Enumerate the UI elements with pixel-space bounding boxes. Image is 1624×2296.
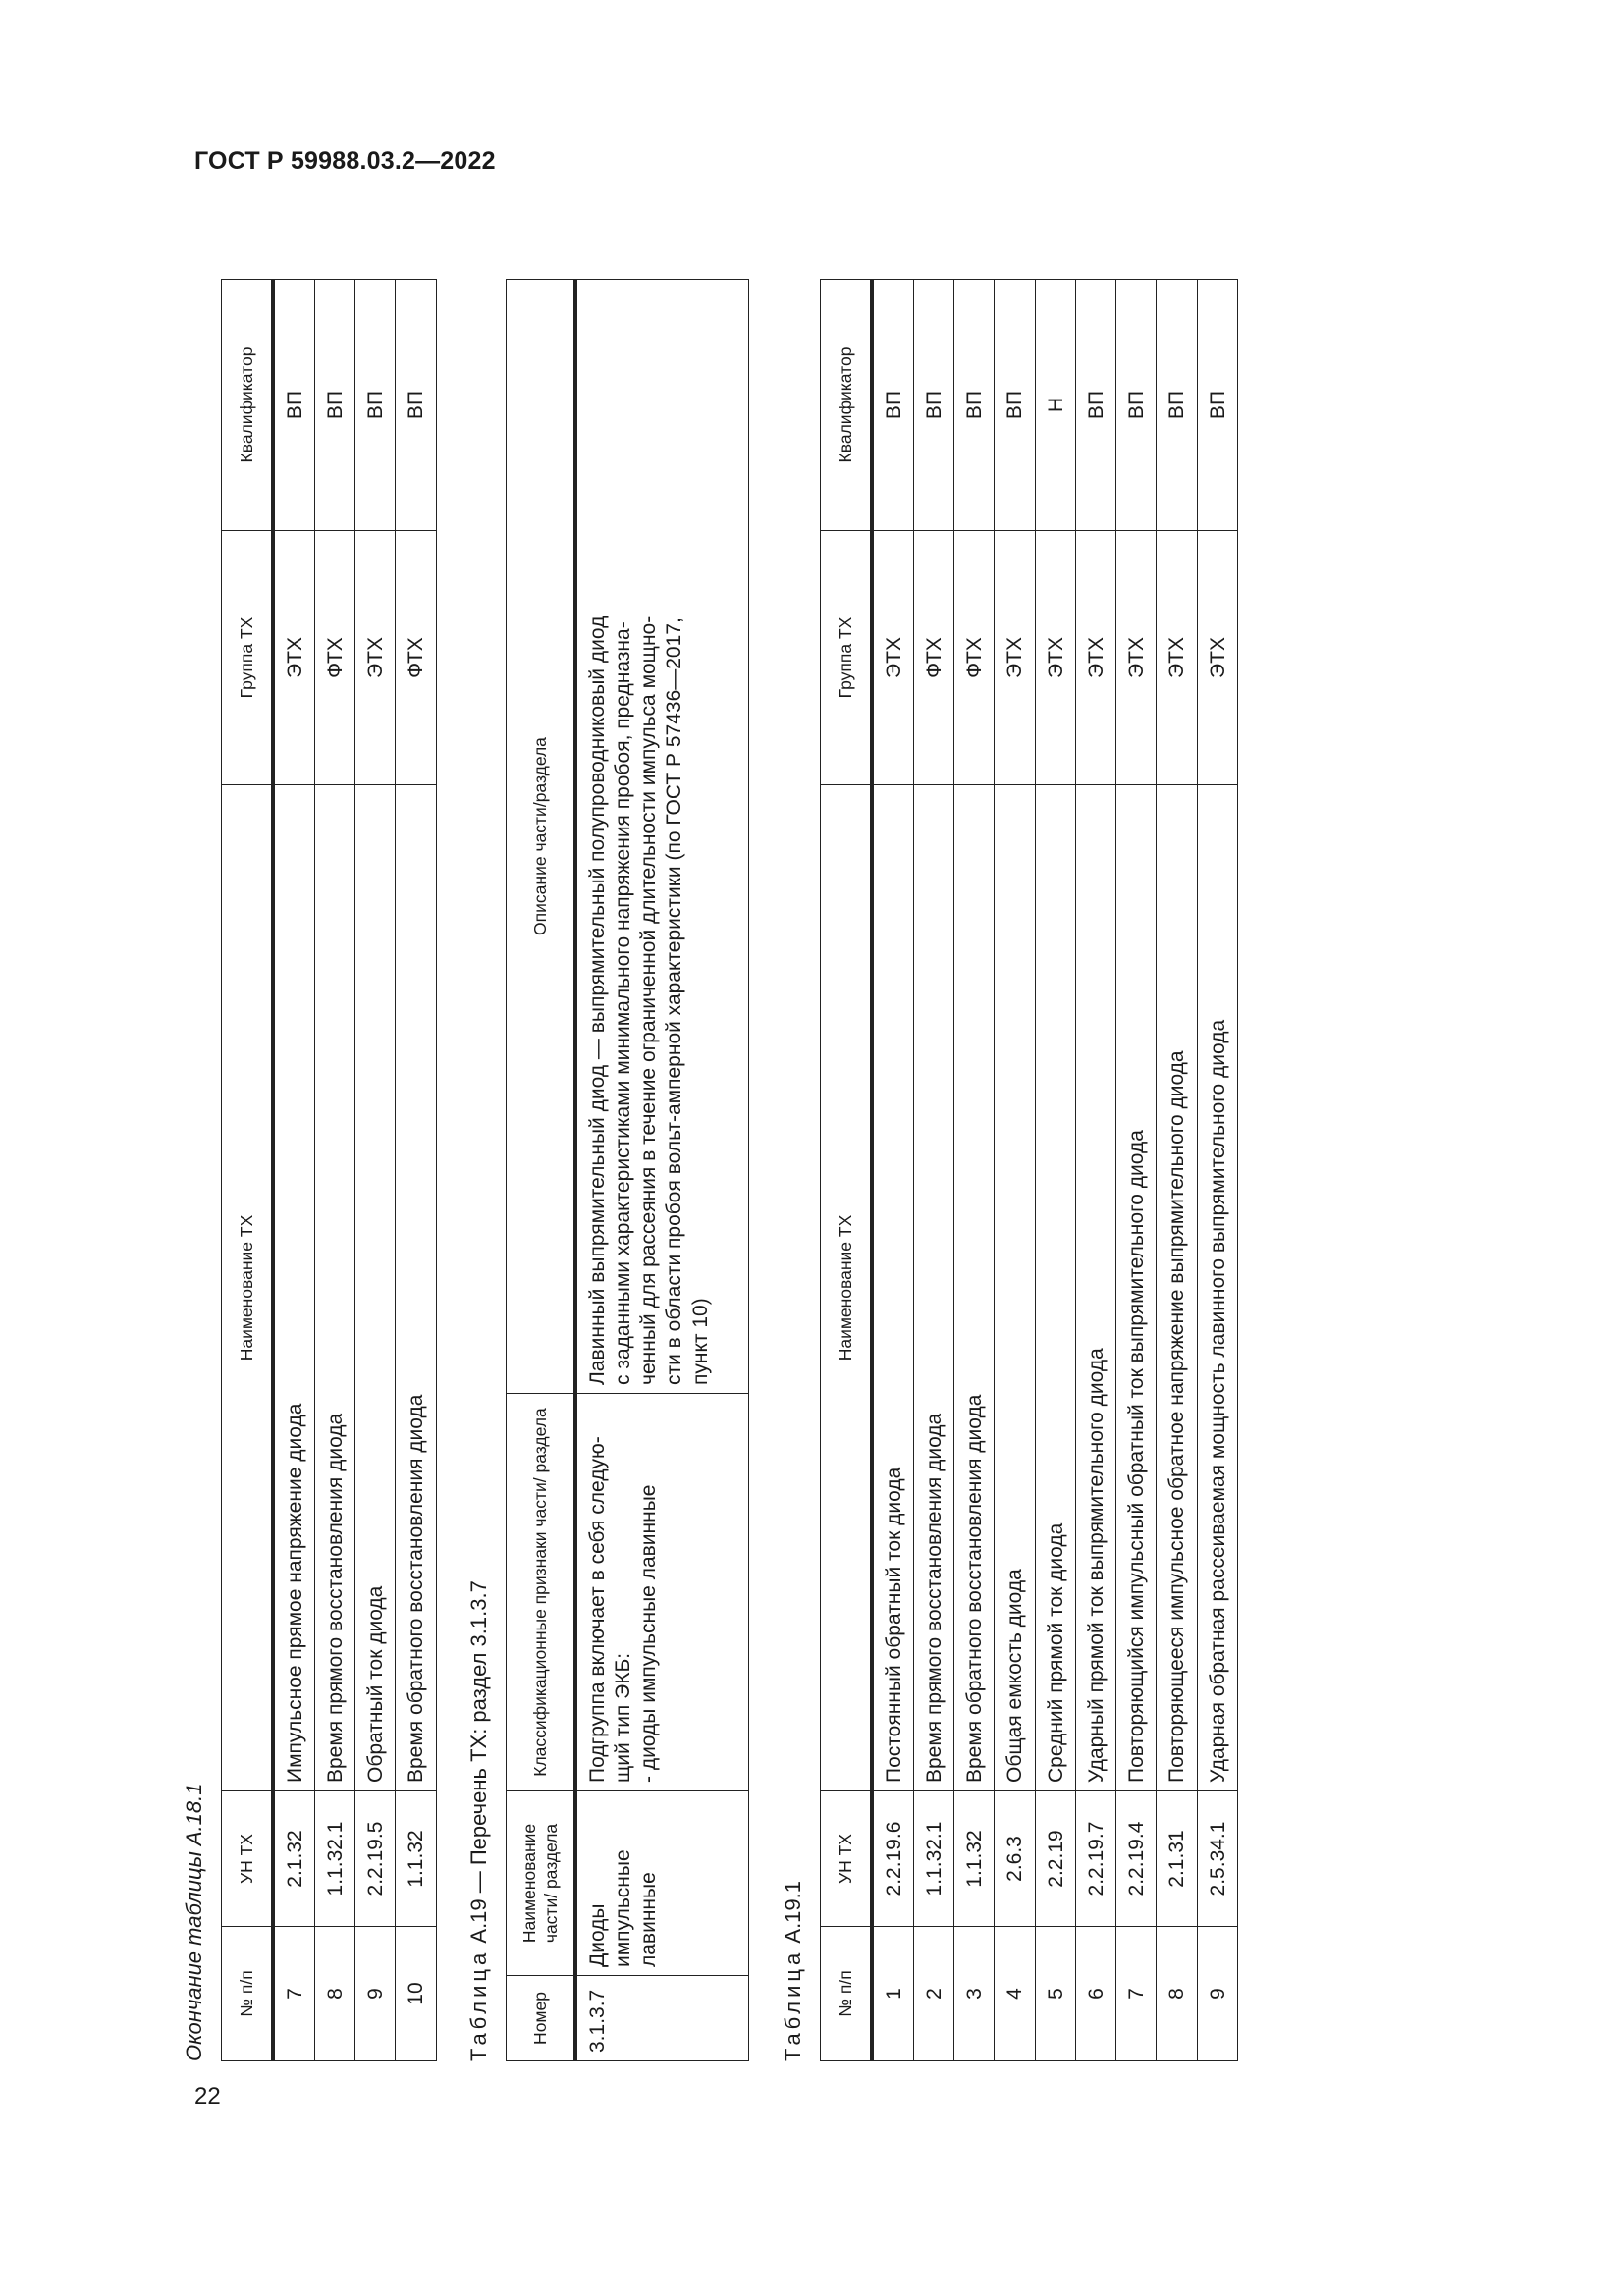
table-a19-1 bbox=[820, 279, 1238, 2061]
cell-qualifier: ВП bbox=[872, 280, 914, 531]
cell-group: ЭТХ bbox=[1116, 531, 1157, 785]
table-a18-1 bbox=[221, 279, 437, 2061]
cell-name: Время прямого восстановления диода bbox=[314, 785, 354, 1791]
cell-name: Время обратного восстановления диода bbox=[396, 785, 436, 1791]
cell-number: 10 bbox=[396, 1927, 436, 2061]
cell-name: Импульсное прямое напряжение диода bbox=[273, 785, 315, 1791]
caption-text: А.19.1 bbox=[781, 1881, 805, 1944]
cell-number: 8 bbox=[1157, 1927, 1197, 2061]
caption-prefix: Таблица bbox=[781, 1949, 805, 2061]
cell-group: ЭТХ bbox=[1197, 531, 1237, 785]
cell-name: Общая емкость диода bbox=[995, 785, 1035, 1791]
cell-code: 2.2.19.5 bbox=[355, 1791, 396, 1927]
cell-number: 4 bbox=[995, 1927, 1035, 2061]
table-row bbox=[1116, 280, 1157, 2061]
cell-group: ЭТХ bbox=[995, 531, 1035, 785]
cell-group: ЭТХ bbox=[872, 531, 914, 785]
cell-code: 1.1.32 bbox=[396, 1791, 436, 1927]
cell-group: ЭТХ bbox=[1035, 531, 1075, 785]
cell-number: 6 bbox=[1075, 1927, 1115, 2061]
description-line: Лавинный выпрямительный диод — выпрямительный полупроводниковый диод bbox=[585, 615, 609, 1385]
table-row bbox=[995, 280, 1035, 2061]
rotated-page-content bbox=[182, 245, 1360, 2071]
col-header-number: Номер bbox=[507, 1976, 575, 2061]
cell-qualifier: ВП bbox=[396, 280, 436, 531]
table-header-row bbox=[507, 280, 575, 2061]
cell-code: 1.1.32.1 bbox=[913, 1791, 953, 1927]
cell-group: ЭТХ bbox=[355, 531, 396, 785]
table-row bbox=[1035, 280, 1075, 2061]
cell-features bbox=[575, 1394, 749, 1791]
cell-code: 2.2.19 bbox=[1035, 1791, 1075, 1927]
col-header-qualifier: Квалификатор bbox=[222, 280, 273, 531]
table-row bbox=[273, 280, 315, 2061]
col-header-number: № п/п bbox=[821, 1927, 872, 2061]
table-row bbox=[913, 280, 953, 2061]
cell-number: 2 bbox=[913, 1927, 953, 2061]
cell-name: Средний прямой ток диода bbox=[1035, 785, 1075, 1791]
cell-group: ЭТХ bbox=[1157, 531, 1197, 785]
cell-qualifier: ВП bbox=[1116, 280, 1157, 531]
cell-number: 5 bbox=[1035, 1927, 1075, 2061]
col-header-group: Группа ТХ bbox=[222, 531, 273, 785]
col-header-name: Наименование ТХ bbox=[821, 785, 872, 1791]
cell-qualifier: ВП bbox=[954, 280, 995, 531]
cell-qualifier: ВП bbox=[273, 280, 315, 531]
col-header-description: Описание части/раздела bbox=[507, 280, 575, 1394]
cell-code: 1.1.32.1 bbox=[314, 1791, 354, 1927]
cell-group: ФТХ bbox=[913, 531, 953, 785]
caption-text: А.19 — Перечень ТХ: раздел 3.1.3.7 bbox=[466, 1580, 491, 1944]
cell-name: Постоянный обратный ток диода bbox=[872, 785, 914, 1791]
features-line: щий тип ЭКБ: bbox=[611, 1652, 634, 1783]
cell-qualifier: ВП bbox=[913, 280, 953, 531]
cell-name: Время прямого восстановления диода bbox=[913, 785, 953, 1791]
cell-number: 7 bbox=[273, 1927, 315, 2061]
cell-code: 2.1.31 bbox=[1157, 1791, 1197, 1927]
cell-description bbox=[575, 280, 749, 1394]
cell-group: ФТХ bbox=[314, 531, 354, 785]
caption-prefix: Таблица bbox=[466, 1949, 491, 2061]
table-header-row bbox=[821, 280, 872, 2061]
description-line: с заданными характеристиками минимального напряжения пробоя, предназна- bbox=[611, 621, 634, 1385]
cell-code: 2.1.32 bbox=[273, 1791, 315, 1927]
cell-qualifier: ВП bbox=[1197, 280, 1237, 531]
table-header-row bbox=[222, 280, 273, 2061]
cell-number: 3 bbox=[954, 1927, 995, 2061]
cell-code: 2.5.34.1 bbox=[1197, 1791, 1237, 1927]
cell-number: 9 bbox=[1197, 1927, 1237, 2061]
col-header-qualifier: Квалификатор bbox=[821, 280, 872, 531]
table-row bbox=[1157, 280, 1197, 2061]
cell-name: Повторяющийся импульсный обратный ток выпрямительного диода bbox=[1116, 785, 1157, 1791]
cell-group: ФТХ bbox=[954, 531, 995, 785]
table-row bbox=[355, 280, 396, 2061]
cell-code: 2.6.3 bbox=[995, 1791, 1035, 1927]
cell-qualifier: Н bbox=[1035, 280, 1075, 531]
table-row bbox=[1197, 280, 1237, 2061]
cell-qualifier: ВП bbox=[1075, 280, 1115, 531]
cell-qualifier: ВП bbox=[1157, 280, 1197, 531]
cell-number: 1 bbox=[872, 1927, 914, 2061]
cell-group: ФТХ bbox=[396, 531, 436, 785]
cell-qualifier: ВП bbox=[355, 280, 396, 531]
cell-code: 1.1.32 bbox=[954, 1791, 995, 1927]
description-line: пункт 10) bbox=[688, 1298, 712, 1385]
cell-qualifier: ВП bbox=[995, 280, 1035, 531]
col-header-code: УН ТХ bbox=[222, 1791, 273, 1927]
table-row bbox=[575, 280, 749, 2061]
cell-number: 8 bbox=[314, 1927, 354, 2061]
cell-name: Обратный ток диода bbox=[355, 785, 396, 1791]
document-header: ГОСТ Р 59988.03.2—2022 bbox=[194, 147, 496, 175]
col-header-features: Классификационные признаки части/ раздела bbox=[507, 1394, 575, 1791]
table-row bbox=[872, 280, 914, 2061]
description-line: сти в области пробоя вольт-амперной характеристики (по ГОСТ Р 57436—2017, bbox=[663, 617, 686, 1385]
cell-code: 2.2.19.4 bbox=[1116, 1791, 1157, 1927]
table-a19-1-caption bbox=[781, 1881, 806, 2061]
table-a19-caption bbox=[466, 1580, 492, 2061]
features-line: Подгруппа включает в себя следую- bbox=[585, 1436, 609, 1783]
col-header-group: Группа ТХ bbox=[821, 531, 872, 785]
cell-number: 7 bbox=[1116, 1927, 1157, 2061]
cell-code: 2.2.19.7 bbox=[1075, 1791, 1115, 1927]
cell-name: Время обратного восстановления диода bbox=[954, 785, 995, 1791]
table-row bbox=[1075, 280, 1115, 2061]
col-header-name: Наименование ТХ bbox=[222, 785, 273, 1791]
table-row bbox=[396, 280, 436, 2061]
col-header-number: № п/п bbox=[222, 1927, 273, 2061]
col-header-part-name: Наименование части/ раздела bbox=[507, 1791, 575, 1976]
cell-part-name: Диоды импульсные лавинные bbox=[575, 1791, 749, 1976]
table-row bbox=[954, 280, 995, 2061]
table-a19 bbox=[506, 279, 749, 2061]
cell-number: 3.1.3.7 bbox=[575, 1976, 749, 2061]
features-line: - диоды импульсные лавинные bbox=[637, 1484, 660, 1783]
table-a18-1-caption: Окончание таблицы А.18.1 bbox=[182, 1783, 206, 2061]
cell-group: ЭТХ bbox=[273, 531, 315, 785]
cell-qualifier: ВП bbox=[314, 280, 354, 531]
cell-name: Повторяющееся импульсное обратное напряжение выпрямительного диода bbox=[1157, 785, 1197, 1791]
cell-name: Ударная обратная рассеиваемая мощность лавинного выпрямительного диода bbox=[1197, 785, 1237, 1791]
table-row bbox=[314, 280, 354, 2061]
cell-code: 2.2.19.6 bbox=[872, 1791, 914, 1927]
cell-name: Ударный прямой ток выпрямительного диода bbox=[1075, 785, 1115, 1791]
cell-number: 9 bbox=[355, 1927, 396, 2061]
cell-group: ЭТХ bbox=[1075, 531, 1115, 785]
description-line: ченный для рассеяния в течение ограниченной длительности импульса мощно- bbox=[637, 615, 660, 1385]
page-number: 22 bbox=[194, 2083, 221, 2109]
col-header-code: УН ТХ bbox=[821, 1791, 872, 1927]
